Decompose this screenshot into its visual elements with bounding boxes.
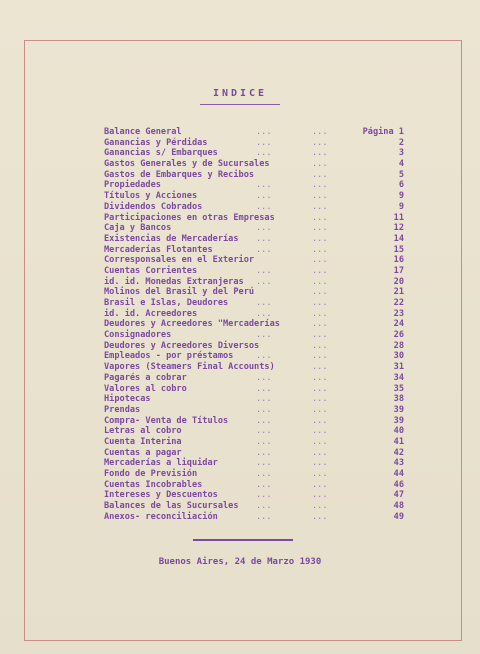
leader-dots: ... (312, 169, 328, 180)
leader-dots: ... (256, 137, 272, 148)
entry-label: Anexos- reconciliación (104, 511, 218, 522)
leader-dots: ... (312, 415, 328, 426)
title-underline (200, 104, 280, 105)
entry-page-number: 16 (393, 255, 404, 266)
index-entry (104, 351, 404, 362)
entry-label: Participaciones en otras Empresas (104, 212, 275, 223)
entry-label: id. id. Acreedores (104, 308, 198, 319)
index-entry (104, 426, 404, 437)
leader-dots: ... (312, 191, 328, 202)
entry-page-number: 24 (393, 319, 404, 330)
index-entry (104, 170, 404, 181)
index-entry (104, 362, 404, 373)
index-entry (104, 277, 404, 288)
entry-label: id. id. Monedas Extranjeras (104, 276, 244, 287)
entry-label: Consignadores (104, 330, 172, 341)
entry-page-number: 42 (393, 447, 404, 458)
leader-dots: ... (256, 372, 272, 383)
entry-page-number: 48 (393, 501, 404, 512)
leader-dots: ... (256, 458, 272, 469)
leader-dots: ... (312, 469, 328, 479)
index-entry (104, 384, 404, 395)
index-entry (104, 127, 404, 138)
index-entry (104, 148, 404, 159)
entry-label: Cuentas Incobrables (104, 479, 203, 490)
leader-dots: ... (312, 201, 328, 212)
leader-dots: ... (256, 404, 272, 415)
entry-page-number: 2 (398, 137, 404, 148)
entry-page-number: 39 (393, 404, 404, 415)
leader-dots: ... (312, 330, 328, 341)
index-entry (104, 287, 404, 298)
leader-dots: ... (256, 511, 272, 522)
entry-label: Balances de las Sucursales (104, 501, 239, 512)
leader-dots: ... (312, 394, 328, 405)
entry-label: Compra- Venta de Títulos (104, 415, 229, 426)
index-entry (104, 309, 404, 320)
leader-dots: ... (312, 255, 328, 266)
index-entry (104, 405, 404, 416)
leader-dots: ... (312, 319, 328, 330)
leader-dots: ... (312, 511, 328, 522)
entry-page-number: 6 (398, 180, 404, 191)
entry-page-number: 3 (398, 148, 404, 159)
leader-dots: ... (256, 447, 272, 458)
leader-dots: ... (256, 501, 272, 512)
entry-label: Brasil e Islas, Deudores (104, 298, 229, 308)
leader-dots: ... (256, 201, 272, 212)
leader-dots: ... (256, 191, 272, 202)
entry-page-number: 39 (393, 415, 404, 426)
leader-dots: ... (256, 415, 272, 426)
leader-dots: ... (312, 233, 328, 244)
leader-dots: ... (256, 436, 272, 447)
leader-dots: ... (312, 404, 328, 415)
leader-dots: ... (312, 298, 328, 308)
leader-dots: ... (312, 426, 328, 437)
entry-page-number: 44 (393, 469, 404, 479)
entry-label: Balance General (104, 127, 182, 137)
leader-dots: ... (312, 340, 328, 351)
leader-dots: ... (312, 362, 328, 373)
leader-dots: ... (256, 426, 272, 437)
leader-dots: ... (312, 137, 328, 148)
index-entry (104, 373, 404, 384)
entry-page-number: 5 (398, 169, 404, 180)
entry-page-number: 4 (398, 159, 404, 170)
entry-page-number: 28 (393, 340, 404, 351)
entry-label: Intereses y Descuentos (104, 490, 218, 501)
entry-page-number: 30 (393, 351, 404, 362)
leader-dots: ... (256, 244, 272, 255)
closing-rule (193, 539, 293, 541)
entry-page-number: 9 (398, 201, 404, 212)
leader-dots: ... (256, 223, 272, 234)
index-entry (104, 245, 404, 256)
entry-page-number: 35 (393, 383, 404, 394)
leader-dots: ... (312, 180, 328, 191)
leader-dots: ... (256, 351, 272, 362)
entry-label: Deudores y Acreedores "Mercaderías (104, 319, 280, 330)
entry-label: Dividendos Cobrados (104, 201, 203, 212)
leader-dots: ... (312, 351, 328, 362)
entry-label: Títulos y Acciones (104, 191, 198, 202)
leader-dots: ... (312, 501, 328, 512)
entry-page-number: 43 (393, 458, 404, 469)
entry-page-number: 17 (393, 265, 404, 276)
leader-dots: ... (312, 372, 328, 383)
leader-dots: ... (312, 127, 328, 137)
entry-label: Letras al cobro (104, 426, 182, 437)
entry-label: Molinos del Brasil y del Perú (104, 287, 255, 298)
page-title: INDICE (212, 88, 268, 99)
entry-label: Fondo de Previsión (104, 469, 198, 479)
leader-dots: ... (312, 490, 328, 501)
entry-page-number: 34 (393, 372, 404, 383)
leader-dots: ... (312, 383, 328, 394)
leader-dots: ... (312, 148, 328, 159)
leader-dots: ... (256, 308, 272, 319)
leader-dots: ... (256, 276, 272, 287)
index-entry (104, 341, 404, 352)
entry-page-number: 40 (393, 426, 404, 437)
entry-page-number: 15 (393, 244, 404, 255)
index-entry (104, 416, 404, 427)
index-entry (104, 469, 404, 480)
leader-dots: ... (256, 394, 272, 405)
leader-dots: ... (312, 212, 328, 223)
index-entry (104, 490, 404, 501)
entry-label: Hipotecas (104, 394, 151, 405)
index-entry (104, 213, 404, 224)
leader-dots: ... (312, 287, 328, 298)
entry-label: Mercaderías a liquidar (104, 458, 218, 469)
entry-label: Corresponsales en el Exterior (104, 255, 255, 266)
entry-label: Vapores (Steamers Final Accounts) (104, 362, 275, 373)
entry-page-number: 11 (393, 212, 404, 223)
entry-page-number: 12 (393, 223, 404, 234)
entry-page-number: 31 (393, 362, 404, 373)
place-date: Buenos Aires, 24 de Marzo 1930 (158, 557, 322, 567)
index-entry (104, 298, 404, 309)
entry-label: Deudores y Acreedores Diversos (104, 340, 260, 351)
leader-dots: ... (312, 223, 328, 234)
leader-dots: ... (312, 265, 328, 276)
leader-dots: ... (312, 159, 328, 170)
entry-label: Ganancias s/ Embarques (104, 148, 218, 159)
entry-page-number: Página 1 (362, 127, 404, 137)
entry-page-number: 46 (393, 479, 404, 490)
entry-page-number: 20 (393, 276, 404, 287)
entry-label: Existencias de Mercaderías (104, 233, 239, 244)
index-entry (104, 138, 404, 149)
leader-dots: ... (256, 265, 272, 276)
entry-label: Ganancias y Pérdidas (104, 137, 208, 148)
leader-dots: ... (256, 180, 272, 191)
entry-label: Cuentas a pagar (104, 447, 182, 458)
leader-dots: ... (256, 330, 272, 341)
entry-page-number: 23 (393, 308, 404, 319)
index-entry (104, 330, 404, 341)
leader-dots: ... (312, 479, 328, 490)
leader-dots: ... (312, 276, 328, 287)
entry-page-number: 21 (393, 287, 404, 298)
index-entry (104, 512, 404, 523)
entry-label: Gastos Generales y de Sucursales (104, 159, 270, 170)
leader-dots: ... (312, 458, 328, 469)
index-entry (104, 191, 404, 202)
leader-dots: ... (256, 383, 272, 394)
index-entry (104, 394, 404, 405)
index-entry (104, 223, 404, 234)
entry-page-number: 47 (393, 490, 404, 501)
entry-label: Cuentas Corrientes (104, 265, 198, 276)
entry-label: Cuenta Interina (104, 436, 182, 447)
leader-dots: ... (256, 298, 272, 308)
index-entry (104, 255, 404, 266)
entry-label: Caja y Bancos (104, 223, 172, 234)
entry-label: Prendas (104, 404, 141, 415)
index-entry (104, 319, 404, 330)
leader-dots: ... (256, 479, 272, 490)
entry-page-number: 26 (393, 330, 404, 341)
index-entry (104, 159, 404, 170)
leader-dots: ... (256, 469, 272, 479)
entry-page-number: 41 (393, 436, 404, 447)
leader-dots: ... (256, 233, 272, 244)
index-entry (104, 202, 404, 213)
entry-page-number: 38 (393, 394, 404, 405)
leader-dots: ... (312, 244, 328, 255)
index-entry (104, 501, 404, 512)
index-entry (104, 448, 404, 459)
entry-label: Gastos de Embarques y Recibos (104, 169, 255, 180)
leader-dots: ... (256, 127, 272, 137)
entry-label: Propiedades (104, 180, 161, 191)
index-entry (104, 234, 404, 245)
entry-label: Pagarés a cobrar (104, 372, 187, 383)
entry-page-number: 14 (393, 233, 404, 244)
index-entry (104, 480, 404, 491)
entry-page-number: 9 (398, 191, 404, 202)
entry-label: Empleados - por préstamos (104, 351, 234, 362)
index-list (104, 127, 404, 522)
leader-dots: ... (312, 447, 328, 458)
index-entry (104, 437, 404, 448)
index-entry (104, 180, 404, 191)
leader-dots: ... (312, 308, 328, 319)
entry-page-number: 49 (393, 511, 404, 522)
leader-dots: ... (256, 490, 272, 501)
index-entry (104, 266, 404, 277)
index-entry (104, 458, 404, 469)
leader-dots: ... (256, 148, 272, 159)
leader-dots: ... (312, 436, 328, 447)
entry-label: Valores al cobro (104, 383, 187, 394)
entry-page-number: 22 (393, 298, 404, 308)
entry-label: Mercaderías Flotantes (104, 244, 213, 255)
